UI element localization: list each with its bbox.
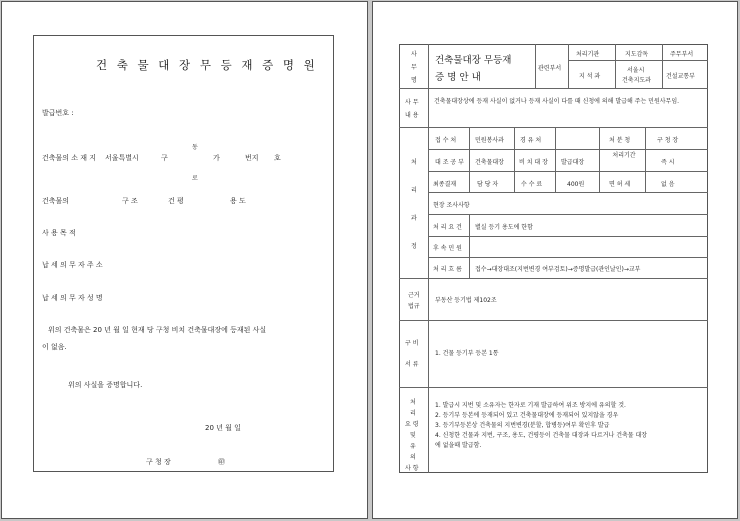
process-cell: 없 음 (661, 181, 675, 188)
guide-title-line-2: 증 명 안 내 (435, 72, 481, 83)
header-main-dept: 주무부서 (670, 51, 694, 58)
building-structure: 구 조 (122, 197, 138, 205)
notes-label-4: 및 (410, 432, 416, 439)
process-cell: 수 수 료 (521, 181, 543, 188)
requirement-label: 처 리 요 건 (433, 224, 462, 231)
note-item: 1. 발급시 지번 및 소유자는 한자로 기재 발급하여 위조 방지에 유의할 것. (435, 402, 626, 409)
docs-label-2: 서 류 (405, 361, 419, 368)
certify-statement: 위의 사실을 증명합니다. (68, 381, 143, 389)
building-label: 건축물의 (42, 197, 70, 205)
taxpayer-address-label: 납 세 의 무 자 주 소 (42, 261, 103, 269)
building-floor-area: 건 평 (168, 197, 184, 205)
certificate-form-page (1, 1, 368, 519)
site-survey-label: 현장 조사사항 (433, 202, 470, 209)
process-cell: 처리기간 (612, 152, 636, 159)
process-cell: 처 분 청 (609, 137, 631, 144)
note-item: 3. 등기부등본상 건축물의 지번변경(분할, 합병등)여부 확인후 발급 (435, 422, 610, 429)
process-cell: 접 수 처 (435, 137, 457, 144)
purpose-label: 사 용 목 적 (42, 229, 76, 237)
header-supervision: 지도감독 (625, 51, 649, 58)
legal-label-2: 법규 (408, 303, 420, 310)
header-processing-agency: 처리기관 (576, 51, 600, 58)
certificate-frame (33, 35, 334, 472)
statement-line-2: 이 없음. (42, 343, 67, 351)
value-supervision-dept: 건축지도과 (622, 77, 651, 84)
followup-label: 후 속 민 원 (433, 245, 462, 252)
guide-form-page (372, 1, 738, 519)
docs-label-1: 구 비 (405, 340, 419, 347)
certificate-title: 건 축 물 대 장 무 등 재 증 명 원 (96, 58, 318, 72)
issue-number-label: 발급번호 : (42, 109, 74, 117)
process-cell: 발급대장 (561, 159, 585, 166)
process-cell: 담 당 자 (477, 181, 499, 188)
note-item: 에 없을때 발급함. (435, 442, 482, 449)
process-cell: 면 허 세 (609, 181, 631, 188)
location-gu: 구 (161, 154, 168, 162)
statement-line-1: 위의 건축물은 20 년 월 일 현재 당 구청 비치 건축물대장에 등재된 사실 (48, 326, 267, 334)
process-cell: 즉 시 (661, 159, 675, 166)
legal-value: 부동산 등기법 제102조 (435, 297, 497, 304)
notes-label-7: 사 항 (405, 465, 419, 472)
value-processing-agency: 지 석 과 (579, 73, 601, 80)
process-cell: 경 유 처 (520, 137, 542, 144)
process-cell: 건축물대장 (475, 159, 504, 166)
location-city: 서울특별시 (105, 154, 139, 162)
process-label-2: 리 (411, 187, 417, 194)
duty-label-2: 내 용 (405, 112, 419, 119)
note-item: 4. 신청한 건물과 지번, 구조, 용도, 건평등이 건축물 대장과 다르거나 건축물 대장 (435, 432, 648, 439)
duty-label-1: 사 무 (405, 99, 419, 106)
note-item: 2. 등기부 등본에 등재되어 있고 건축물대장에 등재되어 있지않을 경우 (435, 412, 619, 419)
seal-mark: ㊞ (218, 458, 225, 466)
notes-label-6: 의 (410, 454, 416, 461)
notes-label-2: 리 (410, 410, 416, 417)
process-cell: 최종결재 (433, 181, 457, 188)
flow-value: 접수→대장대조(지번변경 여부검토)→증명발급(관인날인)→교부 (475, 266, 641, 273)
dong-char: 동 (192, 144, 198, 151)
process-cell: 민원봉사과 (475, 137, 504, 144)
value-supervision-city: 서울시 (627, 67, 645, 74)
legal-label-1: 근거 (408, 292, 420, 299)
issuer-title: 구 청 장 (146, 458, 171, 466)
issue-date: 20 년 월 일 (205, 424, 241, 432)
location-ga: 가 (213, 154, 220, 162)
guide-title-line-1: 건축물대장 무등재 (435, 55, 512, 66)
process-label-3: 과 (411, 215, 417, 222)
flow-label: 처 리 흐 름 (433, 266, 462, 273)
docs-value: 1. 건물 등기부 등본 1통 (435, 350, 499, 357)
ro-char: 로 (192, 175, 198, 182)
docname-char-2: 무 (411, 64, 417, 71)
location-bunji: 번지 (245, 154, 259, 162)
process-cell: 대 조 공 부 (435, 159, 464, 166)
process-cell: 400원 (567, 181, 585, 188)
location-ho: 호 (274, 154, 281, 162)
location-label: 건축물의 소 재 지 (42, 154, 97, 162)
docname-char-1: 사 (411, 51, 417, 58)
duty-text: 건축물대장상에 등재 사실이 없거나 등재 사실이 다를 때 신청에 의해 발급해 주는 민원사무임. (434, 98, 680, 105)
docname-char-3: 명 (411, 77, 417, 84)
notes-label-1: 처 (410, 399, 416, 406)
process-cell: 비 치 대 장 (519, 159, 548, 166)
value-main-dept: 건설교통부 (666, 73, 695, 80)
notes-label-3: 요 령 (405, 421, 419, 428)
notes-label-5: 유 (410, 443, 416, 450)
process-label-4: 정 (411, 243, 417, 250)
taxpayer-name-label: 납 세 의 무 자 성 명 (42, 294, 103, 302)
building-use: 용 도 (230, 197, 246, 205)
dept-label: 관련부서 (538, 65, 562, 72)
process-cell: 구 청 장 (657, 137, 679, 144)
process-label-1: 처 (411, 159, 417, 166)
requirement-value: 별실 등기 용도에 한함 (475, 224, 533, 231)
